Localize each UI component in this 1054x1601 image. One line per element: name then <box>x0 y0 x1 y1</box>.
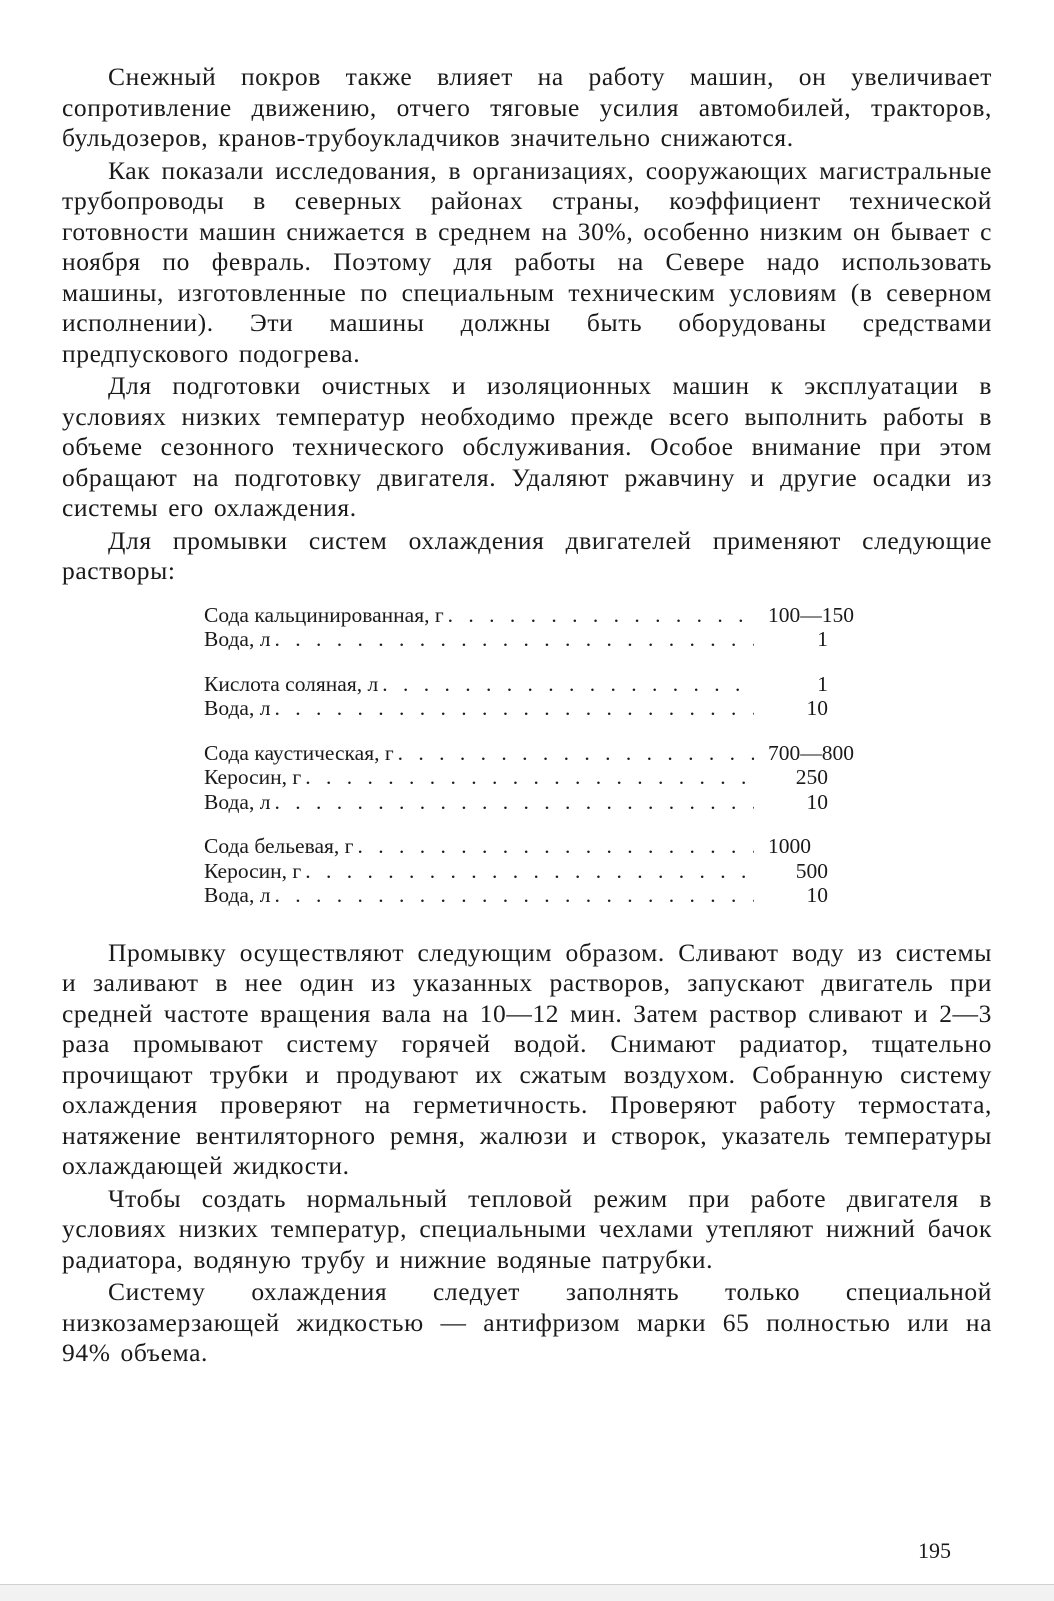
solution-line <box>204 883 864 908</box>
ingredient-name: Сода бельевая, г <box>204 834 354 858</box>
solution-block-2 <box>204 672 864 721</box>
ingredient-amount: 100—150 <box>768 602 854 627</box>
ingredient-amount: 1 <box>817 627 828 651</box>
ingredient-name: Кислота соляная, л <box>204 671 379 696</box>
ingredient-name: Вода, л <box>204 696 271 720</box>
solution-line <box>204 834 864 859</box>
leader-dots <box>274 696 754 721</box>
ingredient-name: Керосин, г <box>204 858 302 883</box>
leader-dots <box>274 627 754 652</box>
leader-dots <box>382 672 754 697</box>
solution-line <box>204 859 864 884</box>
ingredient-amount: 10 <box>806 789 828 814</box>
solution-line <box>204 790 864 815</box>
ingredient-amount: 1000 <box>768 834 811 858</box>
ingredient-amount: 250 <box>795 765 828 789</box>
leader-dots <box>398 741 754 766</box>
leader-dots <box>357 834 754 859</box>
ingredient-name: Вода, л <box>204 883 271 907</box>
ingredient-amount: 10 <box>806 696 828 720</box>
ingredient-name: Вода, л <box>204 627 271 651</box>
ingredient-amount: 500 <box>795 858 828 883</box>
solution-line <box>204 672 864 697</box>
paragraph-flushing-procedure: Промывку осуществляют следующим образом. Сливают воду из системы и заливают в нее один из указанных растворов, запускают двигатель при средней частоте вращения вала на 10—12 мин. Затем раствор сливают и 2—3 раза промывают систему горячей водой. Снимают радиатор, тщательно прочищают трубки и продувают их сжатым воздухом. Собранную систему охлаждения проверяют на герметичность. Проверяют работу термостата, натяжение вентиляторного ремня, жалюзи и створок, указатель температуры охлаждающей жидкости. <box>62 937 992 1180</box>
paragraph-solutions-intro: Для промывки систем охлаждения двигателей применяют следующие растворы: <box>62 525 992 585</box>
ingredient-name: Керосин, г <box>204 765 302 789</box>
scan-bottom-edge <box>0 1584 1054 1601</box>
ingredient-name: Сода кальцинированная, г <box>204 602 444 627</box>
solution-line <box>204 696 864 721</box>
ingredient-amount: 1 <box>817 671 828 696</box>
solution-line <box>204 603 864 628</box>
leader-dots <box>305 765 754 790</box>
leader-dots <box>305 859 754 884</box>
page-body <box>62 62 992 1371</box>
solution-block-4 <box>204 834 864 908</box>
ingredient-amount: 10 <box>806 883 828 907</box>
ingredient-amount: 700—800 <box>768 740 854 765</box>
paragraph-snow-cover: Снежный покров также влияет на работу машин, он увеличивает сопротивление движению, отчего тяговые усилия автомобилей, тракторов, бульдозеров, кранов-трубоукладчиков значительно снижаются. <box>62 62 992 152</box>
solution-line <box>204 765 864 790</box>
paragraph-research: Как показали исследования, в организациях, сооружающих магистральные трубопроводы в северных районах страны, коэффициент технической готовности машин снижается в среднем на 30%, особенно низким он бывает с ноября по февраль. Поэтому для работы на Севере надо использовать машины, изготовленные по специальным техническим условиям (в северном исполнении). Эти машины должны быть оборудованы средствами предпускового подогрева. <box>62 155 992 368</box>
leader-dots <box>274 883 754 908</box>
solutions-list <box>204 603 864 908</box>
paragraph-antifreeze: Систему охлаждения следует заполнять только специальной низкозамерзающей жидкостью — антифризом марки 65 полностью или на 94% объема. <box>62 1277 992 1367</box>
paragraph-preparation: Для подготовки очистных и изоляционных машин к эксплуатации в условиях низких температур необходимо прежде всего выполнить работы в объеме сезонного технического обслуживания. Особое внимание при этом обращают на подготовку двигателя. Удаляют ржавчину и другие осадки из системы его охлаждения. <box>62 371 992 522</box>
leader-dots <box>274 790 754 815</box>
solution-line <box>204 627 864 652</box>
solution-line <box>204 741 864 766</box>
paragraph-thermal-mode: Чтобы создать нормальный тепловой режим при работе двигателя в условиях низких температур, специальными чехлами утепляют нижний бачок радиатора, водяную трубу и нижние водяные патрубки. <box>62 1183 992 1274</box>
ingredient-name: Сода каустическая, г <box>204 740 394 765</box>
leader-dots <box>448 603 754 628</box>
page-number: 195 <box>918 1538 951 1563</box>
solution-block-3 <box>204 741 864 815</box>
solution-block-1 <box>204 603 864 652</box>
ingredient-name: Вода, л <box>204 789 271 814</box>
